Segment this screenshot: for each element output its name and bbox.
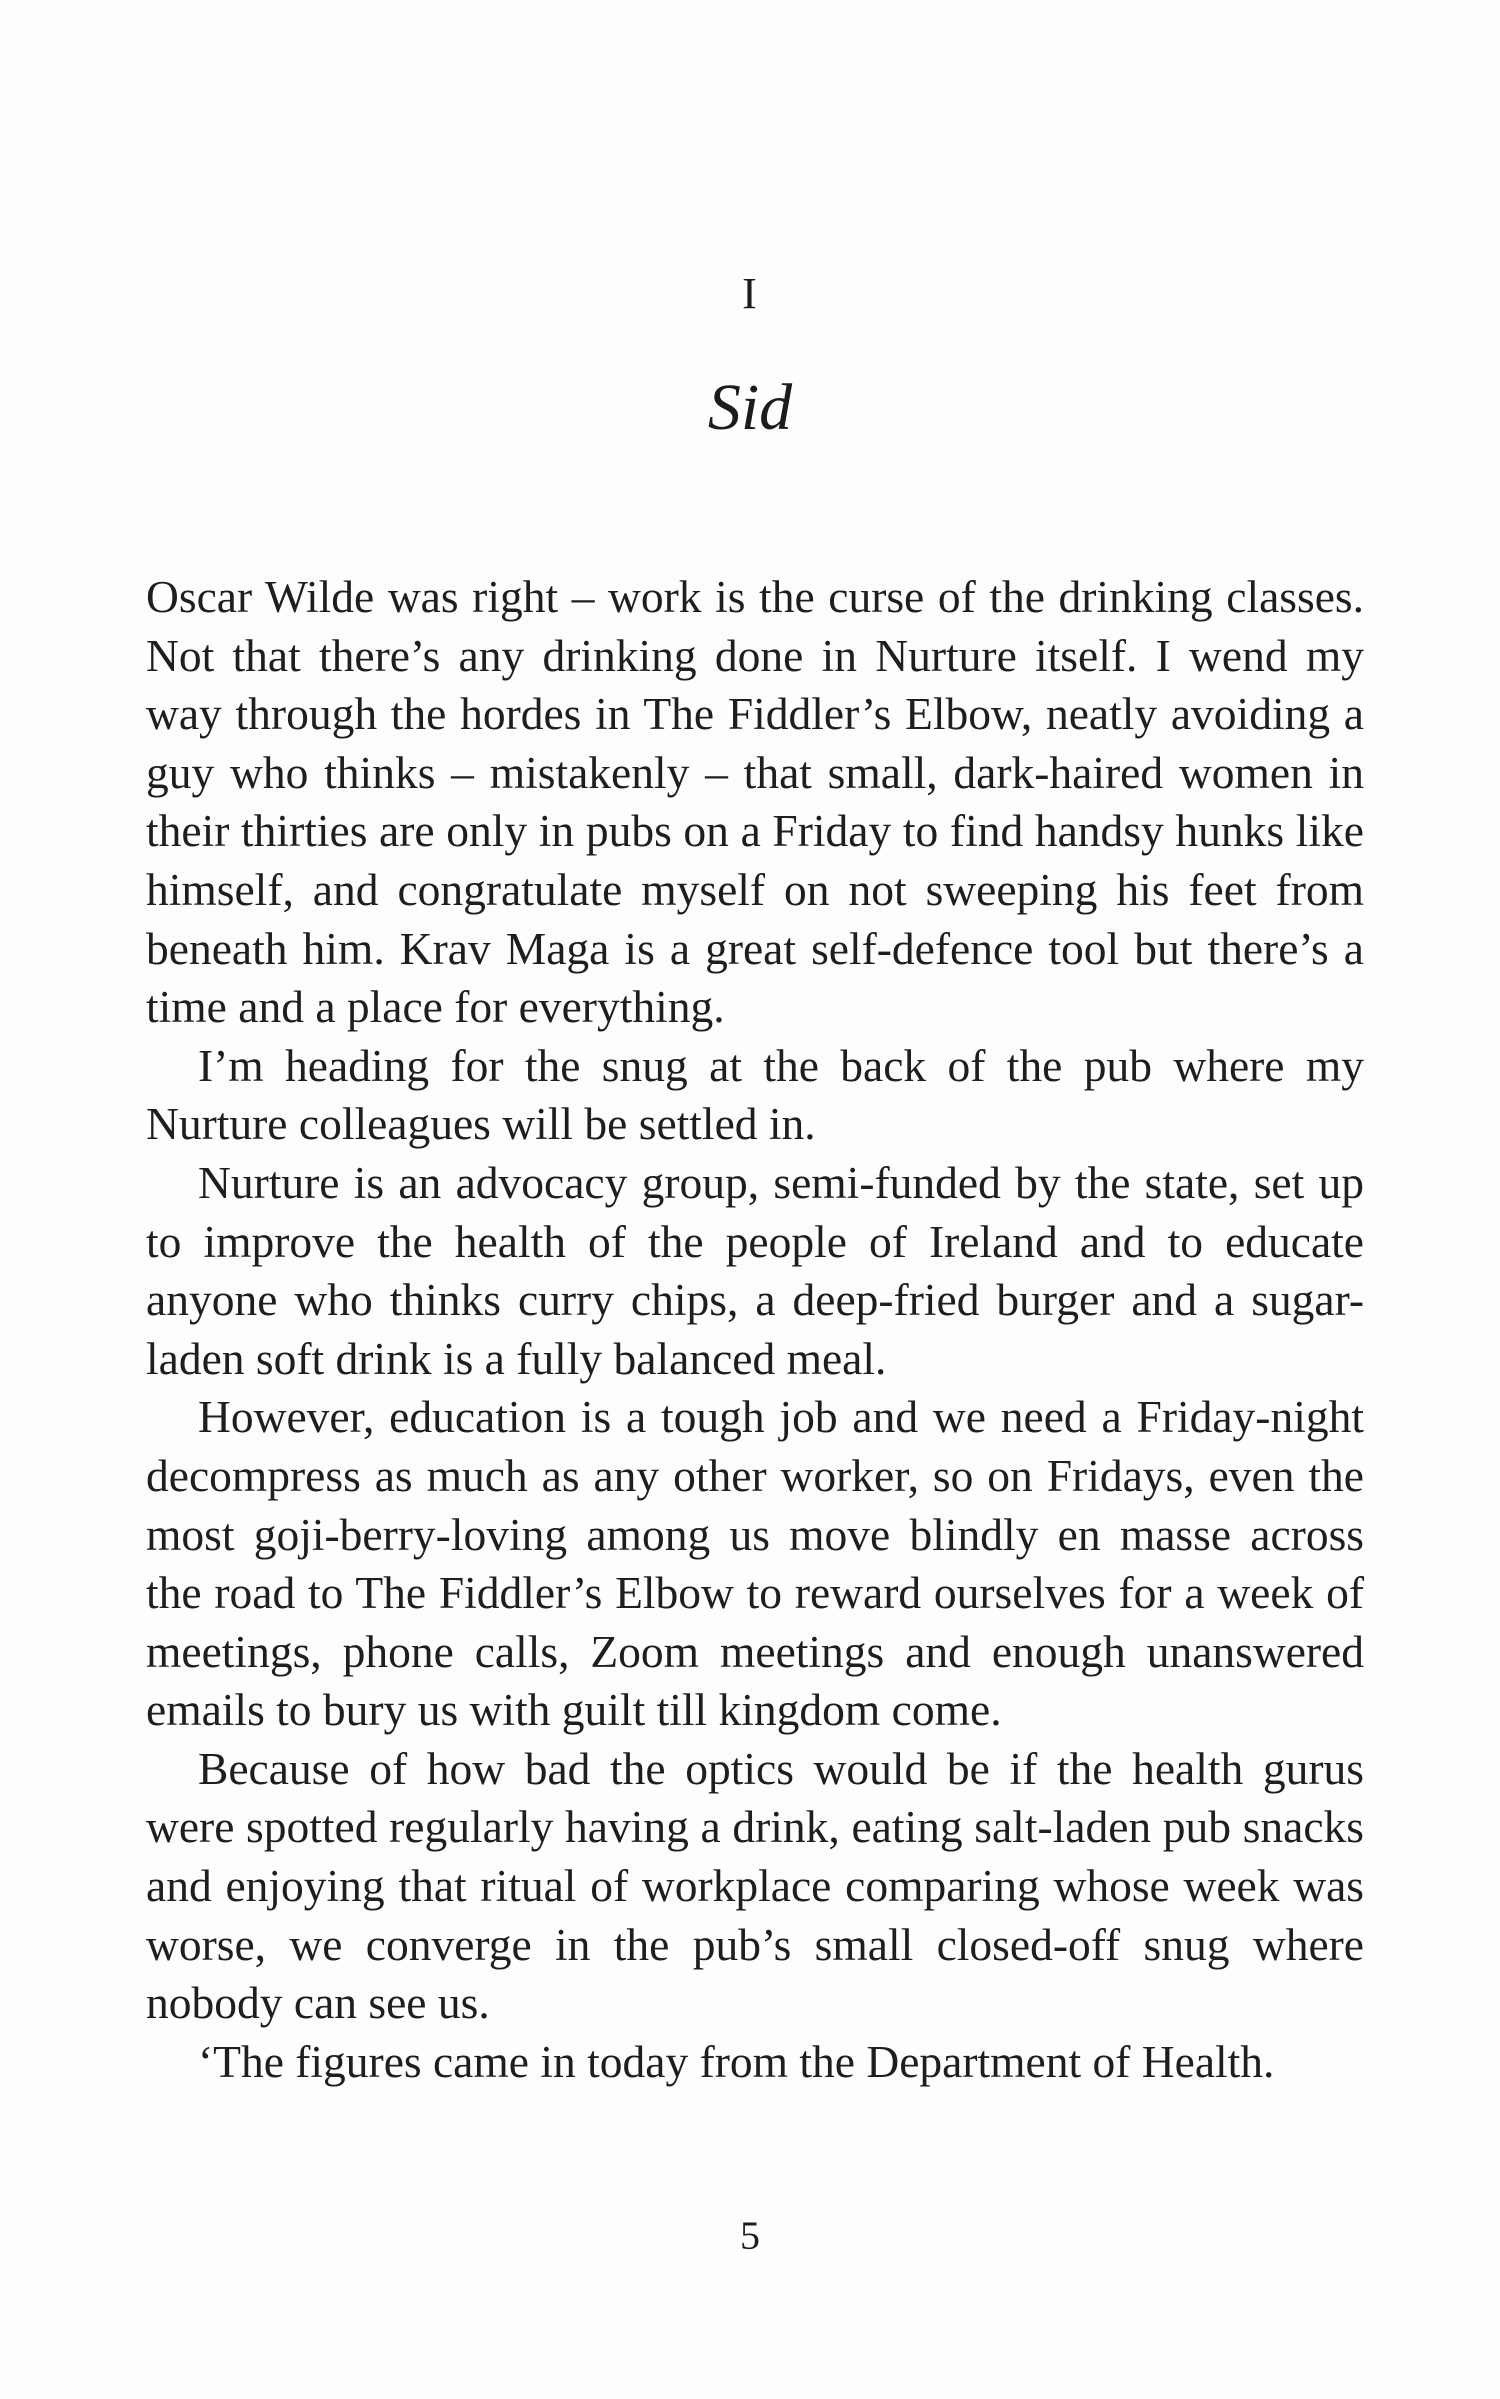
paragraph: ‘The figures came in today from the Department of Health.: [198, 2035, 1275, 2087]
paragraph: Oscar Wilde was right – work is the curse of the drinking classes. Not that there’s any drinking done in Nurture itself. I wend my way through the hordes in The Fiddler’s Elbow, neatly avoiding a guy who thinks – mistakenly – that small, dark-haired women in their thirties are only in pubs on a Friday to find handsy hunks like himself, and congratulate myself on not sweeping his feet from beneath him. Krav Maga is a great self-defence tool but there’s a time and a place for everything.: [146, 571, 1364, 1033]
paragraph: Because of how bad the optics would be if the health gurus were spotted regularly having a drink, eating salt-laden pub snacks and enjoying that ritual of workplace comparing whose week was worse, we converge in the pub’s small closed-off snug where nobody can see us.: [146, 1742, 1364, 2029]
chapter-title: Sid: [707, 371, 793, 444]
chapter-body: [146, 568, 1364, 2091]
paragraph: Nurture is an advocacy group, semi-funded by the state, set up to improve the health of the people of Ireland and to educate anyone who thinks curry chips, a deep-fried burger and a sugar-laden soft drink is a fully balanced meal.: [146, 1156, 1364, 1384]
paragraph: I’m heading for the snug at the back of the pub where my Nurture colleagues will be settled in.: [146, 1039, 1364, 1150]
page-number: 5: [740, 2213, 760, 2258]
chapter-number: I: [742, 269, 758, 318]
paragraph: However, education is a tough job and we need a Friday-night decompress as much as any other worker, so on Fridays, even the most goji-berry-loving among us move blindly en masse across the road to The Fiddler’s Elbow to reward ourselves for a week of meetings, phone calls, Zoom meetings and enough unanswered emails to bury us with guilt till kingdom come.: [146, 1391, 1364, 1736]
